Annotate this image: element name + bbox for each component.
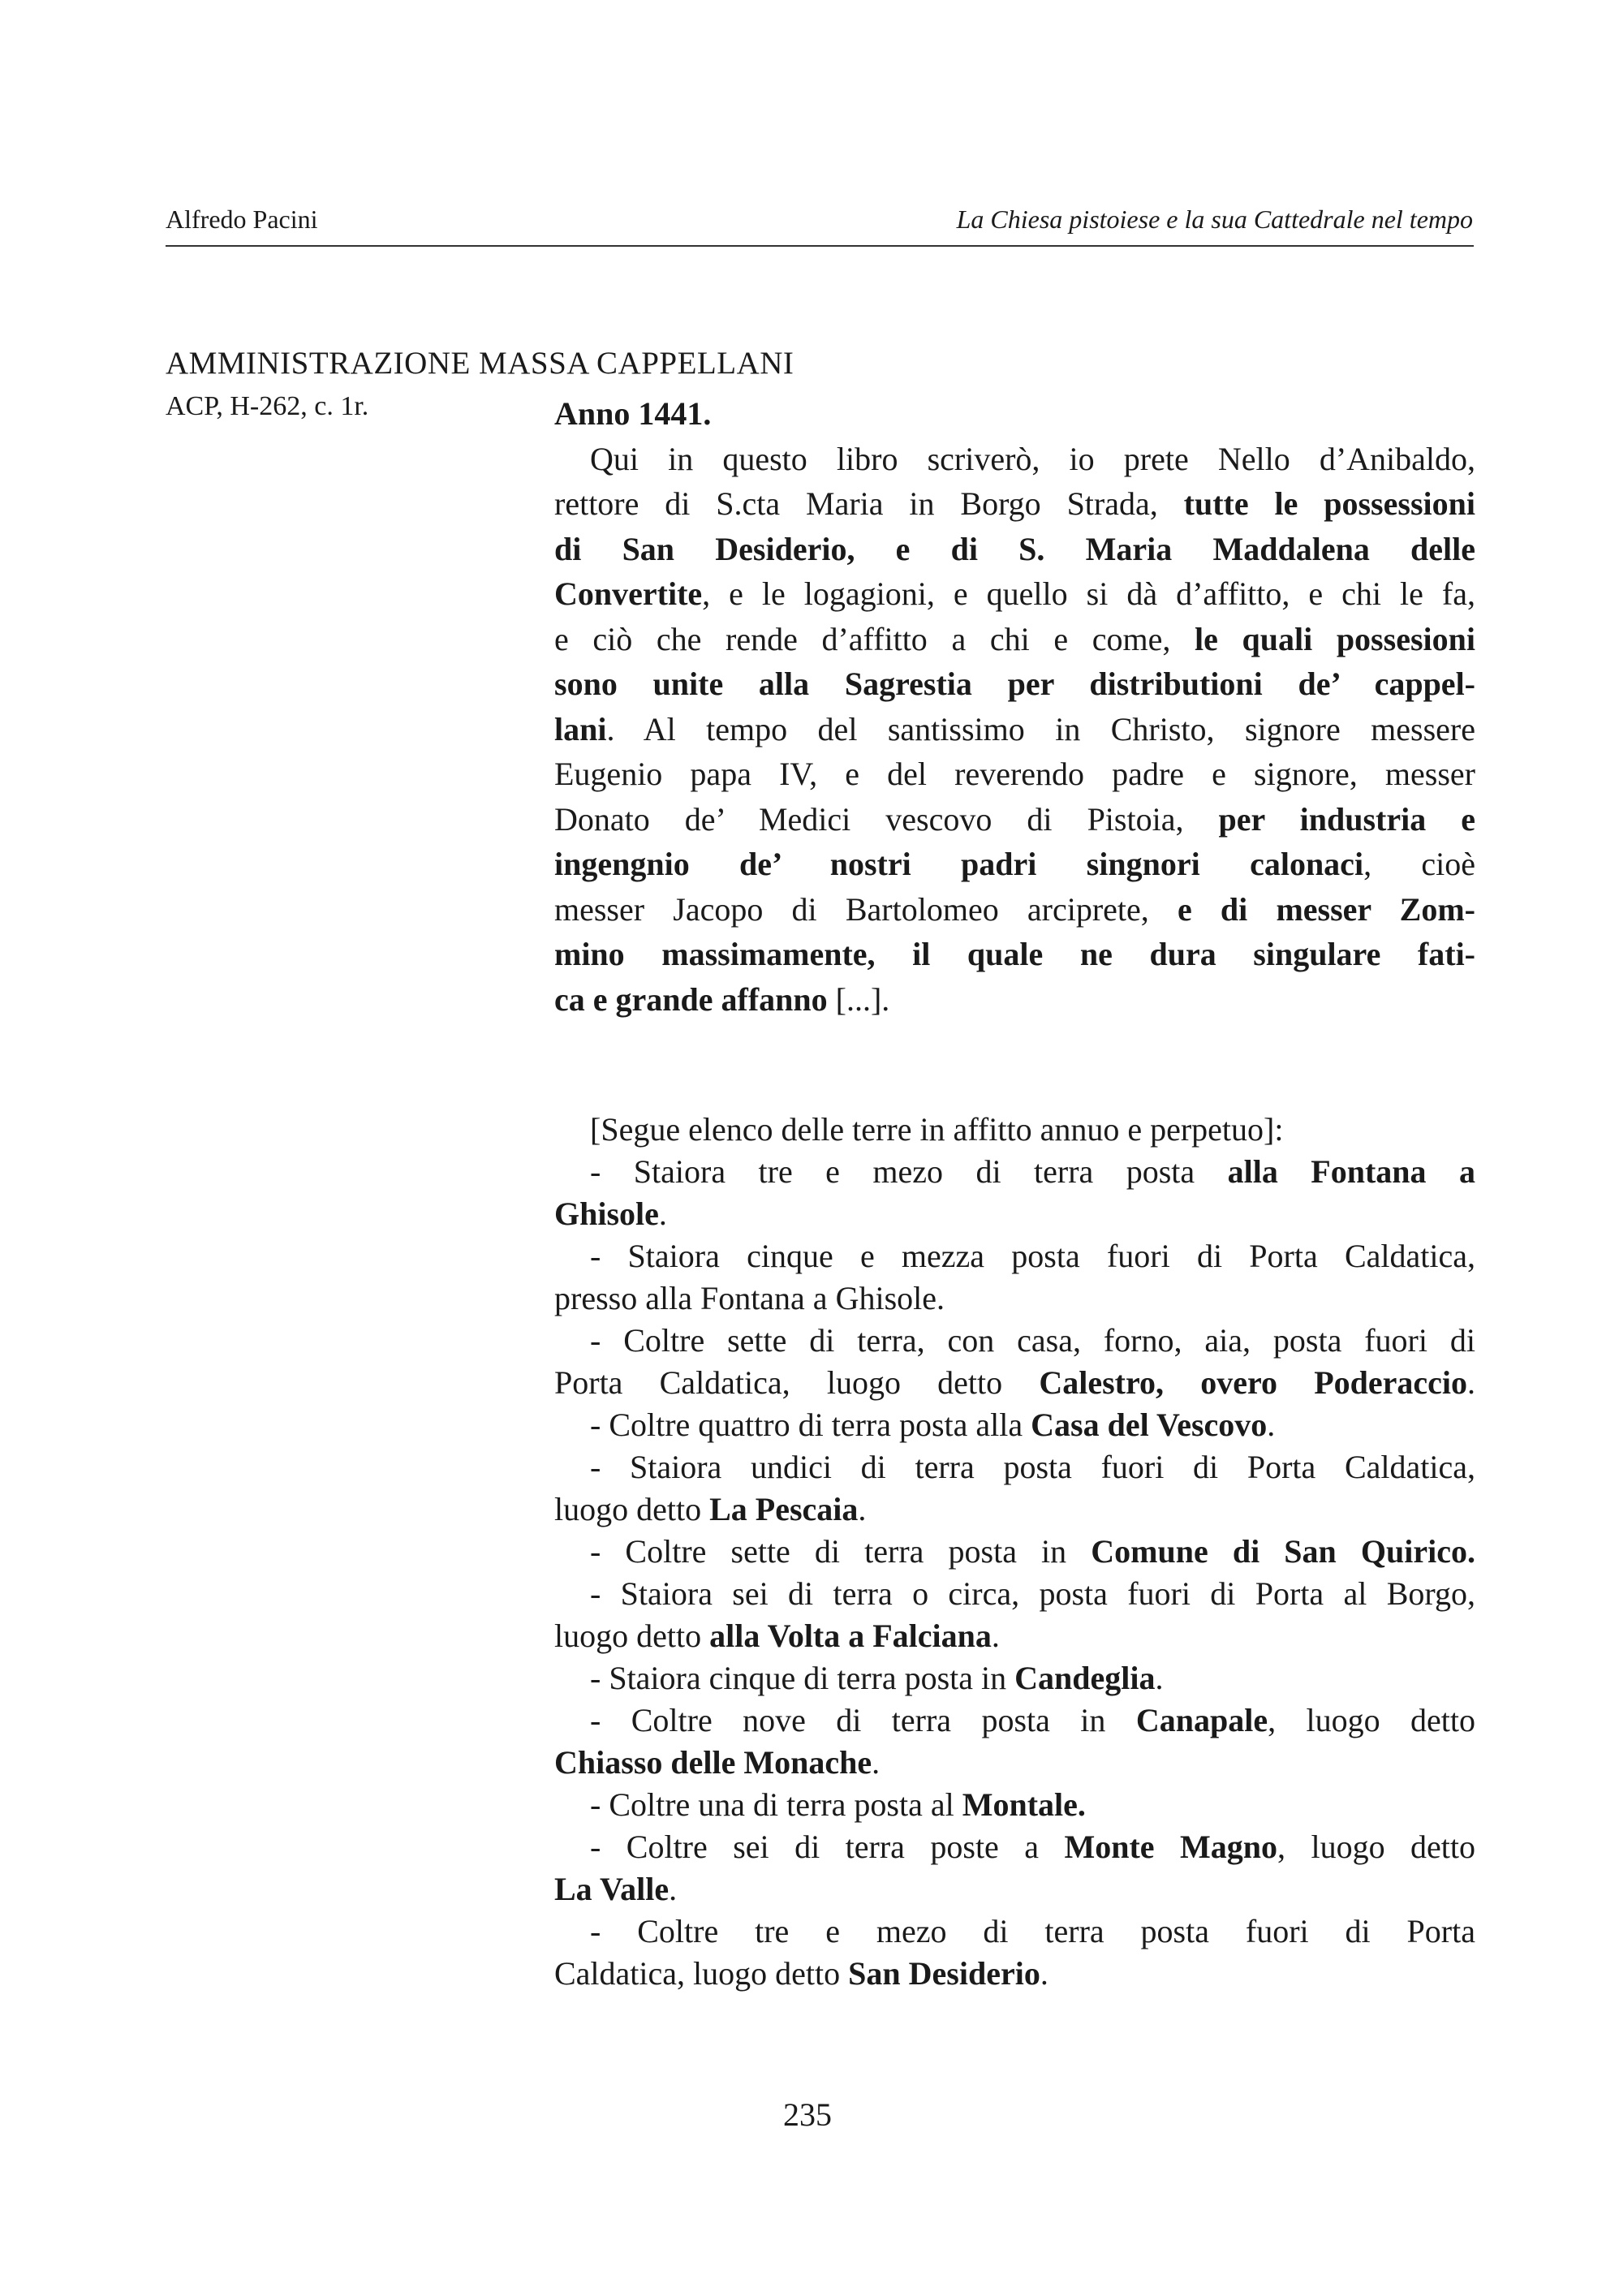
bold-text-run: Calestro, overo Poderaccio: [1039, 1364, 1467, 1401]
text-line: [554, 1362, 1475, 1404]
bold-text-run: per industria e: [1218, 800, 1475, 838]
bold-text-run: sono unite alla Sagrestia per distributioni de’ cappel-: [554, 666, 1475, 702]
text-line: [554, 1784, 1475, 1826]
text-line: [554, 977, 1475, 1023]
text-line: [554, 1235, 1475, 1277]
bold-text-run: Casa del Vescovo: [1031, 1406, 1268, 1443]
text-run: Porta Caldatica, luogo detto: [554, 1364, 1040, 1401]
text-line: [554, 661, 1475, 707]
text-line: [554, 1531, 1475, 1573]
text-run: messer Jacopo di Bartolomeo arciprete,: [554, 890, 1178, 928]
bold-text-run: lani: [554, 710, 607, 747]
text-run: - Staiora undici di terra posta fuori di Porta Caldatica,: [590, 1449, 1475, 1485]
land-list: [554, 1109, 1475, 1995]
running-header-title: La Chiesa pistoiese e la sua Cattedrale nel tempo: [956, 205, 1473, 234]
text-run: Qui in questo libro scriverò, io prete Nello d’Anibaldo,: [590, 440, 1475, 477]
text-line: [554, 1826, 1475, 1868]
bold-text-run: alla Volta a Falciana: [709, 1618, 992, 1654]
text-run: - Coltre sette di terra, con casa, forno, aia, posta fuori di: [590, 1322, 1475, 1359]
text-run: .: [872, 1744, 881, 1781]
text-line: [554, 932, 1475, 977]
text-run: - Coltre tre e mezo di terra posta fuori di Porta: [590, 1913, 1475, 1949]
text-run: - Coltre sette di terra posta in: [590, 1533, 1092, 1570]
text-line: [554, 1868, 1475, 1910]
text-run: - Coltre quattro di terra posta alla: [590, 1406, 1031, 1443]
text-line: [554, 527, 1475, 572]
bold-text-run: La Pescaia: [709, 1491, 859, 1527]
text-run: .: [1040, 1955, 1048, 1992]
text-run: .: [858, 1491, 867, 1527]
running-header-author: Alfredo Pacini: [166, 205, 318, 234]
text-run: [...].: [827, 980, 890, 1018]
text-run: .: [1267, 1406, 1276, 1443]
bold-text-run: alla Fontana a: [1227, 1153, 1475, 1190]
text-line: [554, 1657, 1475, 1699]
text-run: - Coltre nove di terra posta in: [590, 1702, 1136, 1738]
text-run: - Staiora cinque e mezza posta fuori di Porta Caldatica,: [590, 1238, 1475, 1274]
bold-text-run: Candeglia: [1014, 1660, 1156, 1696]
text-run: , luogo detto: [1268, 1702, 1476, 1738]
text-run: , e le logagioni, e quello si dà d’affitto, e chi le fa,: [702, 575, 1475, 612]
bold-text-run: San Desiderio: [848, 1955, 1040, 1992]
bold-text-run: Anno 1441.: [554, 395, 712, 432]
text-line: [554, 1151, 1475, 1193]
text-run: , luogo detto: [1277, 1829, 1475, 1865]
bold-text-run: Montale.: [962, 1786, 1086, 1823]
text-line: [554, 1953, 1475, 1995]
text-line: [554, 1910, 1475, 1953]
text-line: [554, 1699, 1475, 1742]
text-run: .: [991, 1618, 1000, 1654]
text-line: [554, 617, 1475, 662]
text-run: rettore di S.cta Maria in Borgo Strada,: [554, 485, 1184, 522]
text-run: .: [669, 1871, 678, 1907]
text-run: [Segue elenco delle terre in affitto annuo e perpetuo]:: [590, 1111, 1284, 1148]
text-line: [554, 1320, 1475, 1362]
text-line: [554, 1488, 1475, 1531]
text-line: [554, 1615, 1475, 1657]
archive-reference: ACP, H-262, c. 1r.: [166, 391, 369, 421]
text-line: [554, 797, 1475, 842]
bold-text-run: tutte le possessioni: [1183, 485, 1475, 522]
text-run: - Staiora tre e mezo di terra posta: [590, 1153, 1228, 1190]
transcription-paragraph: [554, 391, 1475, 1022]
text-line: [554, 391, 1475, 437]
bold-text-run: ingengnio de’ nostri padri singnori calonaci: [554, 846, 1364, 882]
text-line: [554, 1742, 1475, 1784]
text-line: [554, 1404, 1475, 1446]
bold-text-run: le quali possesioni: [1194, 620, 1475, 657]
text-line: [554, 752, 1475, 797]
text-run: - Coltre sei di terra poste a: [590, 1829, 1065, 1865]
text-run: - Staiora sei di terra o circa, posta fuori di Porta al Borgo,: [590, 1575, 1475, 1612]
bold-text-run: Chiasso delle Monache: [554, 1744, 872, 1781]
bold-text-run: di San Desiderio, e di S. Maria Maddalena delle: [554, 530, 1475, 567]
page-number: 235: [783, 2096, 832, 2133]
text-line: [554, 1193, 1475, 1235]
text-run: .: [1467, 1364, 1475, 1401]
text-run: . Al tempo del santissimo in Christo, signore messere: [606, 710, 1475, 747]
text-line: [554, 842, 1475, 887]
text-run: , cioè: [1363, 846, 1476, 882]
text-line: [554, 1277, 1475, 1320]
text-run: Donato de’ Medici vescovo di Pistoia,: [554, 800, 1219, 838]
bold-text-run: Ghisole: [554, 1195, 659, 1232]
text-line: [554, 1446, 1475, 1488]
text-run: luogo detto: [554, 1618, 710, 1654]
bold-text-run: Monte Magno: [1064, 1829, 1277, 1865]
text-run: Eugenio papa IV, e del reverendo padre e signore, messer: [554, 756, 1475, 792]
bold-text-run: mino massimamente, il quale ne dura singulare fati-: [554, 936, 1475, 972]
bold-text-run: e di messer Zom-: [1177, 890, 1475, 928]
text-line: [554, 887, 1475, 933]
bold-text-run: Comune di San Quirico.: [1091, 1533, 1475, 1570]
text-line: [554, 707, 1475, 752]
text-run: - Staiora cinque di terra posta in: [590, 1660, 1015, 1696]
text-run: luogo detto: [554, 1491, 710, 1527]
text-run: .: [658, 1195, 667, 1232]
text-run: Caldatica, luogo detto: [554, 1955, 849, 1992]
bold-text-run: Canapale: [1135, 1702, 1268, 1738]
text-run: - Coltre una di terra posta al: [590, 1786, 962, 1823]
text-line: [554, 481, 1475, 527]
header-rule: [166, 245, 1474, 247]
text-run: e ciò che rende d’affitto a chi e come,: [554, 620, 1195, 657]
bold-text-run: Convertite: [554, 575, 703, 612]
text-line: [554, 1573, 1475, 1615]
section-title: AMMINISTRAZIONE MASSA CAPPELLANI: [166, 346, 794, 381]
bold-text-run: La Valle: [554, 1871, 670, 1907]
bold-text-run: ca e grande affanno: [554, 980, 828, 1018]
text-line: [554, 571, 1475, 617]
text-line: [554, 1109, 1475, 1151]
text-run: presso alla Fontana a Ghisole.: [554, 1280, 945, 1316]
text-line: [554, 437, 1475, 482]
text-run: .: [1155, 1660, 1164, 1696]
